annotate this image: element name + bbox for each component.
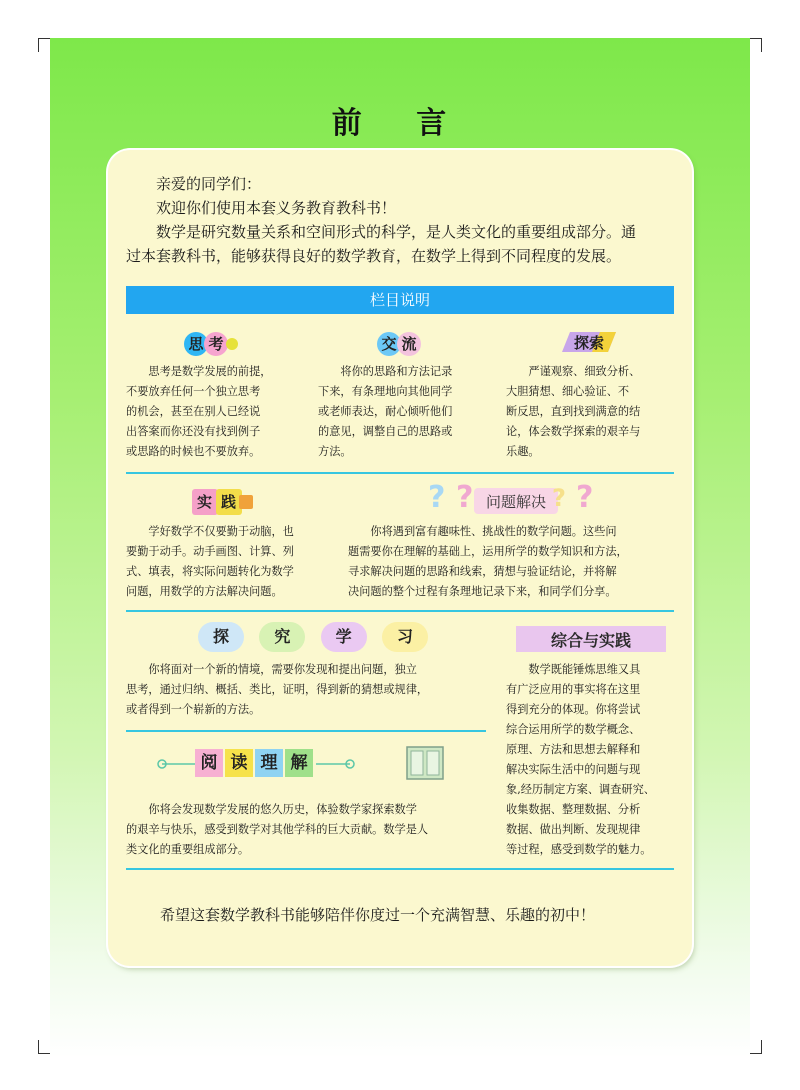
- intro-paragraph-line2: 过本套教科书，能够获得良好的数学教育，在数学上得到不同程度的发展。: [126, 247, 622, 265]
- inquiry-label-char: 探: [198, 622, 244, 652]
- explore-text: [506, 362, 676, 462]
- crop-mark: [761, 1040, 762, 1054]
- exchange-label-char: 流: [397, 332, 421, 356]
- text-line: 不要放弃任何一个独立思考: [126, 385, 261, 398]
- question-mark-icon: ?: [428, 480, 446, 515]
- crop-mark: [761, 38, 762, 52]
- practice-label-char: 践: [216, 489, 242, 515]
- text-line: 或老师表达，耐心倾听他们: [318, 405, 453, 418]
- section-divider: [126, 610, 674, 612]
- text-line: 问题，用数学的方法解决问题。: [126, 585, 283, 598]
- text-line: 解决实际生活中的问题与现: [506, 763, 641, 776]
- problem-solving-label: [474, 488, 558, 514]
- text-line: 乐趣。: [506, 445, 540, 458]
- think-label: [176, 330, 246, 358]
- reading-label-char: 阅: [195, 749, 223, 777]
- text-line: 论，体会数学探索的艰辛与: [506, 425, 641, 438]
- text-line: 原理、方法和思想去解释和: [506, 743, 641, 756]
- question-mark-icon: ?: [456, 480, 474, 515]
- text-line: 方法。: [318, 445, 352, 458]
- reading-label-char: 读: [225, 749, 253, 777]
- greeting: 亲爱的同学们：: [156, 175, 262, 193]
- inquiry-label: [198, 622, 428, 652]
- practice-label-char: 实: [192, 489, 218, 515]
- inquiry-label-char: 学: [321, 622, 367, 652]
- text-line: 你将遇到富有趣味性、挑战性的数学问题。这些问: [370, 525, 617, 538]
- comprehensive-practice-label-text: 综合与实践: [550, 630, 631, 650]
- think-label-char: 思: [184, 332, 208, 356]
- text-line: 数据、做出判断、发现规律: [506, 823, 641, 836]
- text-line: 出答案而你还没有找到例子: [126, 425, 261, 438]
- crop-mark: [38, 1040, 39, 1054]
- text-line: 式、填表，将实际问题转化为数学: [126, 565, 294, 578]
- reading-label-char: 解: [285, 749, 313, 777]
- text-line: 思考，通过归纳、概括、类比，证明，得到新的猜想或规律，: [126, 683, 429, 696]
- inquiry-text: [126, 660, 482, 720]
- text-line: 断反思，直到找到满意的结: [506, 405, 641, 418]
- text-line: 下来，有条理地向其他同学: [318, 385, 453, 398]
- text-line: 你将会发现数学发展的悠久历史，体验数学家探索数学: [148, 803, 417, 816]
- exchange-label: [366, 330, 432, 358]
- practice-decoration: [239, 495, 253, 509]
- text-line: 得到充分的体现。你将尝试: [506, 703, 641, 716]
- problem-solving-text: [348, 522, 676, 602]
- question-mark-icon: ?: [552, 484, 566, 512]
- text-line: 寻求解决问题的思路和线索，猜想与验证结论，并将解: [348, 565, 617, 578]
- text-line: 题需要你在理解的基础上，运用所学的数学知识和方法，: [348, 545, 628, 558]
- section-divider: [126, 472, 674, 474]
- text-line: 数学既能锤炼思维又具: [528, 663, 641, 676]
- inquiry-label-char: 究: [259, 622, 305, 652]
- section-divider: [126, 868, 674, 870]
- text-line: 要勤于动手。动手画图、计算、列: [126, 545, 294, 558]
- question-mark-icon: ?: [576, 480, 594, 515]
- crop-mark: [748, 38, 762, 39]
- intro-paragraph-line1: 数学是研究数量关系和空间形式的科学，是人类文化的重要组成部分。通: [156, 223, 637, 241]
- text-line: 你将面对一个新的情境，需要你发现和提出问题，独立: [148, 663, 417, 676]
- text-line: 的机会，甚至在别人已经说: [126, 405, 261, 418]
- text-line: 将你的思路和方法记录: [340, 365, 453, 378]
- explore-label-text: 探索: [573, 333, 604, 352]
- intro-welcome: 欢迎你们使用本套义务教育教科书！: [156, 199, 397, 217]
- text-line: 的意见，调整自己的思路或: [318, 425, 453, 438]
- comprehensive-practice-label: [516, 626, 666, 652]
- text-line: 决问题的整个过程有条理地记录下来，和同学们分享。: [348, 585, 617, 598]
- comprehensive-practice-text: [506, 660, 676, 860]
- book-icon: [406, 746, 444, 780]
- text-line: 的艰辛与快乐，感受到数学对其他学科的巨大贡献。数学是人: [126, 823, 429, 836]
- text-line: 学好数学不仅要勤于动脑，也: [148, 525, 294, 538]
- think-label-char: 考: [204, 332, 228, 356]
- text-line: 有广泛应用的事实将在这里: [506, 683, 641, 696]
- exchange-text: [318, 362, 490, 462]
- text-line: 类文化的重要组成部分。: [126, 843, 250, 856]
- reading-label: [192, 748, 318, 778]
- think-text: [126, 362, 298, 462]
- text-line: 收集数据、整理数据、分析: [506, 803, 641, 816]
- inquiry-label-char: 习: [382, 622, 428, 652]
- text-line: 等过程，感受到数学的魅力。: [506, 843, 652, 856]
- page-title: 前 言: [331, 106, 469, 141]
- crop-mark: [748, 1053, 762, 1054]
- closing-message: 希望这套数学教科书能够陪伴你度过一个充满智慧、乐趣的初中！: [160, 906, 596, 924]
- text-line: 严谨观察、细致分析、: [528, 365, 641, 378]
- think-decoration: [226, 338, 238, 350]
- explore-label: [562, 330, 616, 354]
- text-line: 大胆猜想、细心验证、不: [506, 385, 630, 398]
- crop-mark: [38, 38, 39, 52]
- text-line: 综合运用所学的数学概念、: [506, 723, 641, 736]
- problem-solving-label-text: 问题解决: [485, 492, 546, 511]
- column-banner: 栏目说明: [126, 286, 674, 314]
- practice-label: [186, 488, 258, 516]
- section-divider: [126, 730, 486, 732]
- text-line: 或思路的时候也不要放弃。: [126, 445, 261, 458]
- exchange-label-char: 交: [377, 332, 401, 356]
- text-line: 思考是数学发展的前提，: [148, 365, 272, 378]
- reading-text: [126, 800, 482, 860]
- text-line: 象,经历制定方案、调查研究、: [506, 783, 655, 796]
- reading-label-char: 理: [255, 749, 283, 777]
- practice-text: [126, 522, 336, 602]
- text-line: 或者得到一个崭新的方法。: [126, 703, 261, 716]
